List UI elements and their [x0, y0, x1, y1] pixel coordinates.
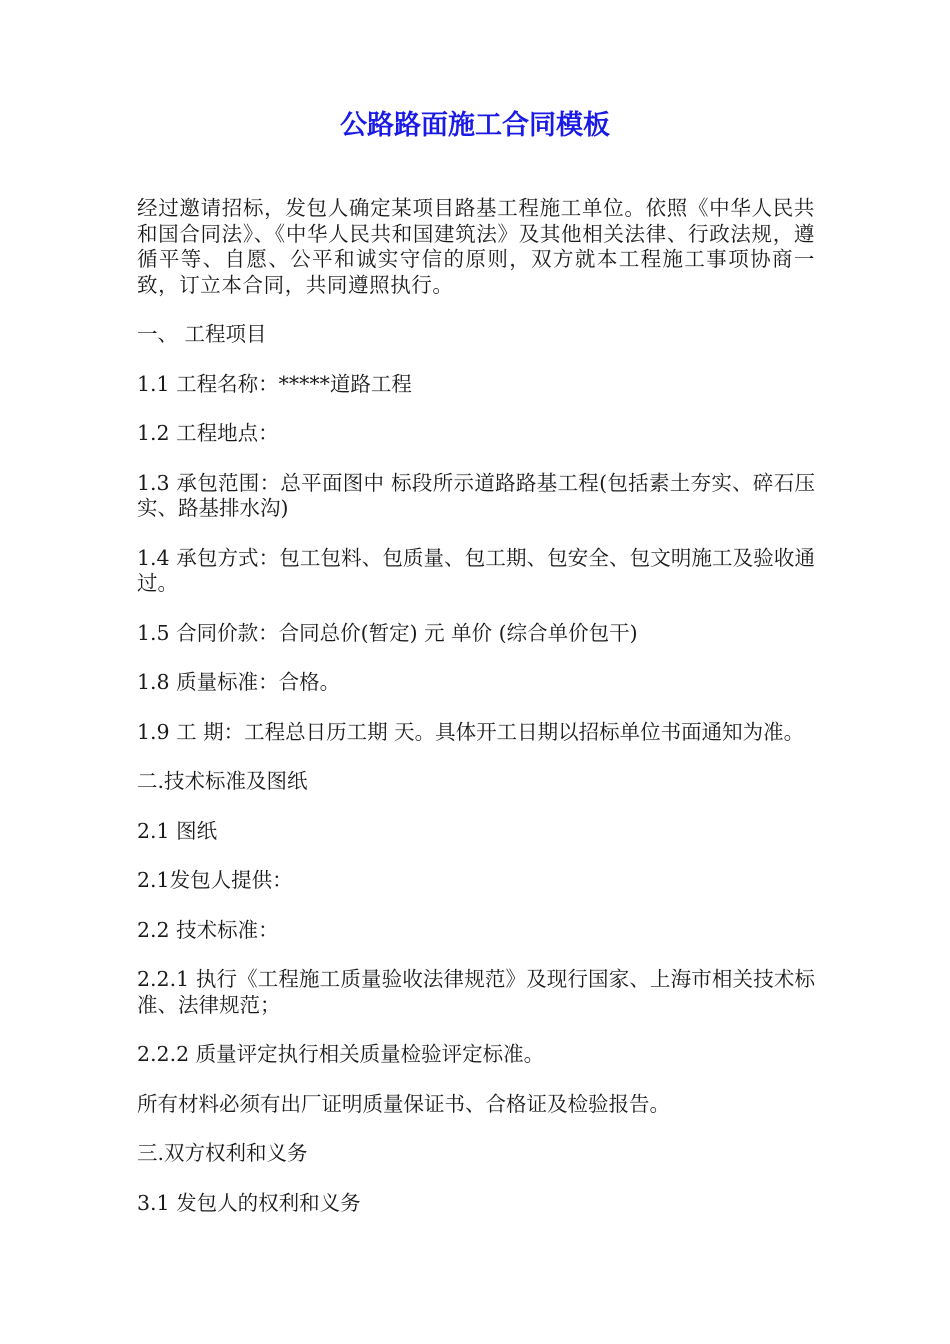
- clause-2-1: 2.1 图纸: [137, 818, 218, 843]
- clause-1-9: 1.9 工 期：工程总日历工期 天。具体开工日期以招标单位书面通知为准。: [137, 719, 805, 744]
- clause-3-1: 3.1 发包人的权利和义务: [137, 1190, 361, 1215]
- document-body: [137, 196, 815, 1240]
- clause-1-2: 1.2 工程地点：: [137, 421, 279, 445]
- clause-1-1: 1.1 工程名称：*****道路工程: [137, 371, 412, 396]
- document-title: 公路路面施工合同模板: [340, 110, 610, 141]
- clause-2-1-provider: 2.1发包人提供：: [137, 868, 293, 892]
- clause-1-3: 1.3 承包范围：总平面图中 标段所示道路路基工程(包括素土夯实、碎石压实、路基排水沟): [137, 470, 815, 520]
- clause-2-2-2: 2.2.2 质量评定执行相关质量检验评定标准。: [137, 1042, 545, 1066]
- section-heading-standards: 二.技术标准及图纸: [137, 769, 308, 793]
- section-heading-rights: 三.双方权利和义务: [137, 1141, 308, 1165]
- section-heading-project: 一、 工程项目: [137, 322, 267, 346]
- materials-note: 所有材料必须有出厂证明质量保证书、合格证及检验报告。: [137, 1091, 670, 1116]
- clause-1-8: 1.8 质量标准：合格。: [137, 670, 341, 694]
- clause-1-5: 1.5 合同价款：合同总价(暂定) 元 单价 (综合单价包干): [137, 620, 638, 645]
- intro-paragraph: 经过邀请招标，发包人确定某项目路基工程施工单位。依照《中华人民共和国合同法》、《中华人民共和国建筑法》及其他相关法律、行政法规，遵循平等、自愿、公平和诚实守信的原则，双方就本工程施工事项协商一致，订立本合同，共同遵照执行。: [137, 196, 815, 297]
- clause-1-4: 1.4 承包方式：包工包料、包质量、包工期、包安全、包文明施工及验收通过。: [137, 545, 815, 595]
- clause-2-2-1: 2.2.1 执行《工程施工质量验收法律规范》及现行国家、上海市相关技术标准、法律规范；: [137, 967, 815, 1017]
- clause-2-2: 2.2 技术标准：: [137, 917, 279, 942]
